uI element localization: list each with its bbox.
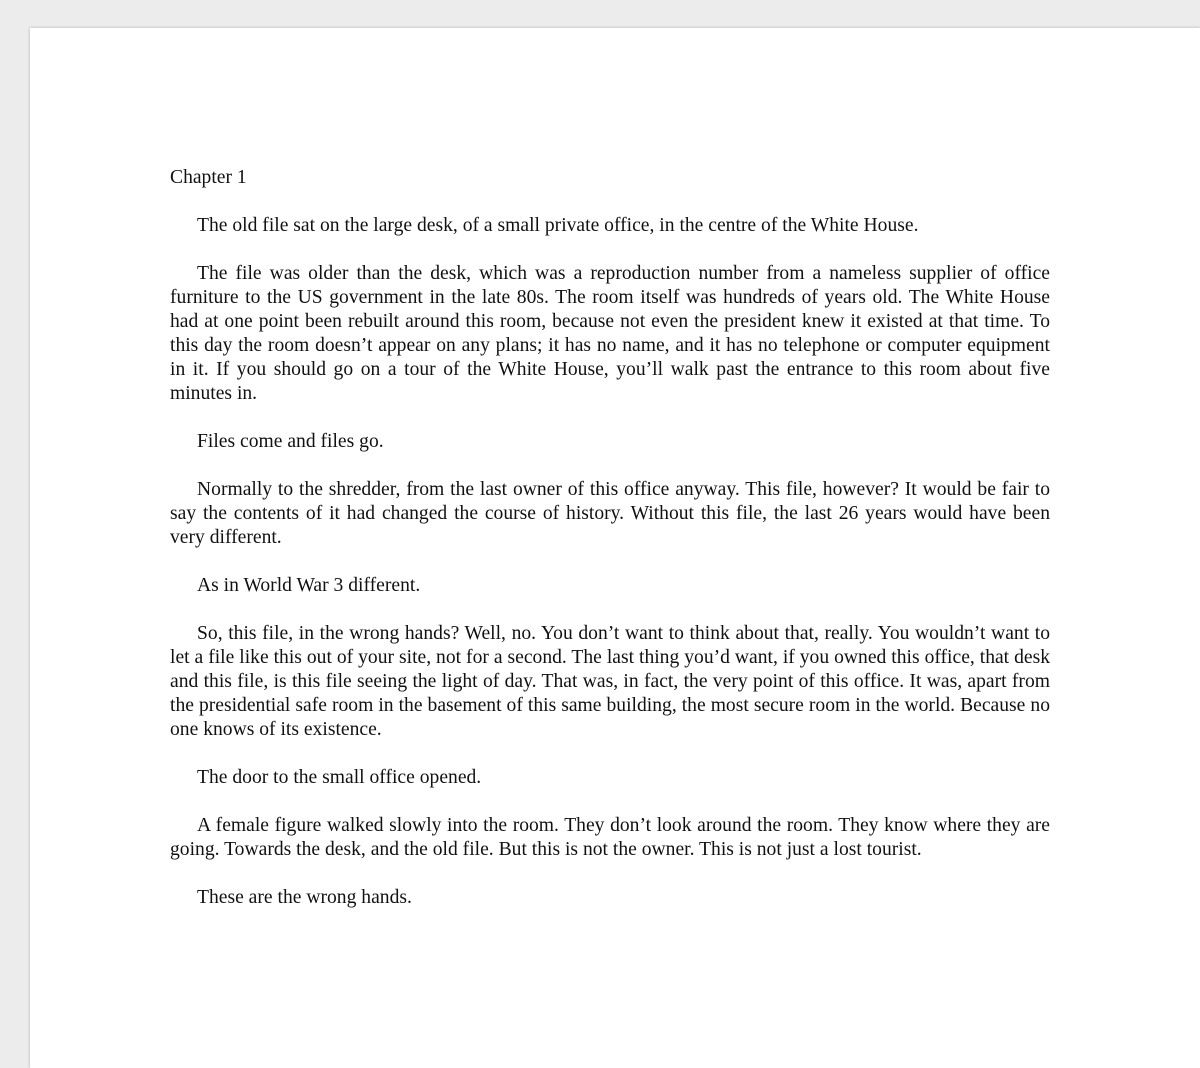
document-page (30, 28, 1200, 1068)
chapter-title: Chapter 1 (170, 167, 247, 188)
paragraph: So, this file, in the wrong hands? Well, no. You don’t want to think about that, really. You wouldn’t want to let a file like this out of your site, not for a second. The last thing you’d want, if you owned this office, that desk and this file, is this file seeing the light of day. That was, in fact, the very point of this office. It was, apart from the presidential safe room in the basement of this same building, the most secure room in the world. Because no one knows of its existence. (170, 623, 1050, 740)
paragraph: These are the wrong hands. (197, 887, 412, 908)
document-body[interactable] (170, 166, 1050, 934)
paragraph: The old file sat on the large desk, of a small private office, in the centre of the White House. (197, 215, 919, 236)
paragraph: Files come and files go. (197, 431, 384, 452)
paragraph: The door to the small office opened. (197, 767, 482, 788)
paragraph: A female figure walked slowly into the room. They don’t look around the room. They know where they are going. Towards the desk, and the old file. But this is not the owner. This is not just a lost tourist. (170, 815, 1050, 860)
paragraph: The file was older than the desk, which was a reproduction number from a nameless supplier of office furniture to the US government in the late 80s. The room itself was hundreds of years old. The White House had at one point been rebuilt around this room, because not even the president knew it existed at that time. To this day the room doesn’t appear on any plans; it has no name, and it has no telephone or computer equipment in it. If you should go on a tour of the White House, you’ll walk past the entrance to this room about five minutes in. (170, 263, 1050, 404)
paragraph: As in World War 3 different. (197, 575, 421, 596)
paragraph: Normally to the shredder, from the last owner of this office anyway. This file, however? It would be fair to say the contents of it had changed the course of history. Without this file, the last 26 years would have been very different. (170, 479, 1050, 548)
